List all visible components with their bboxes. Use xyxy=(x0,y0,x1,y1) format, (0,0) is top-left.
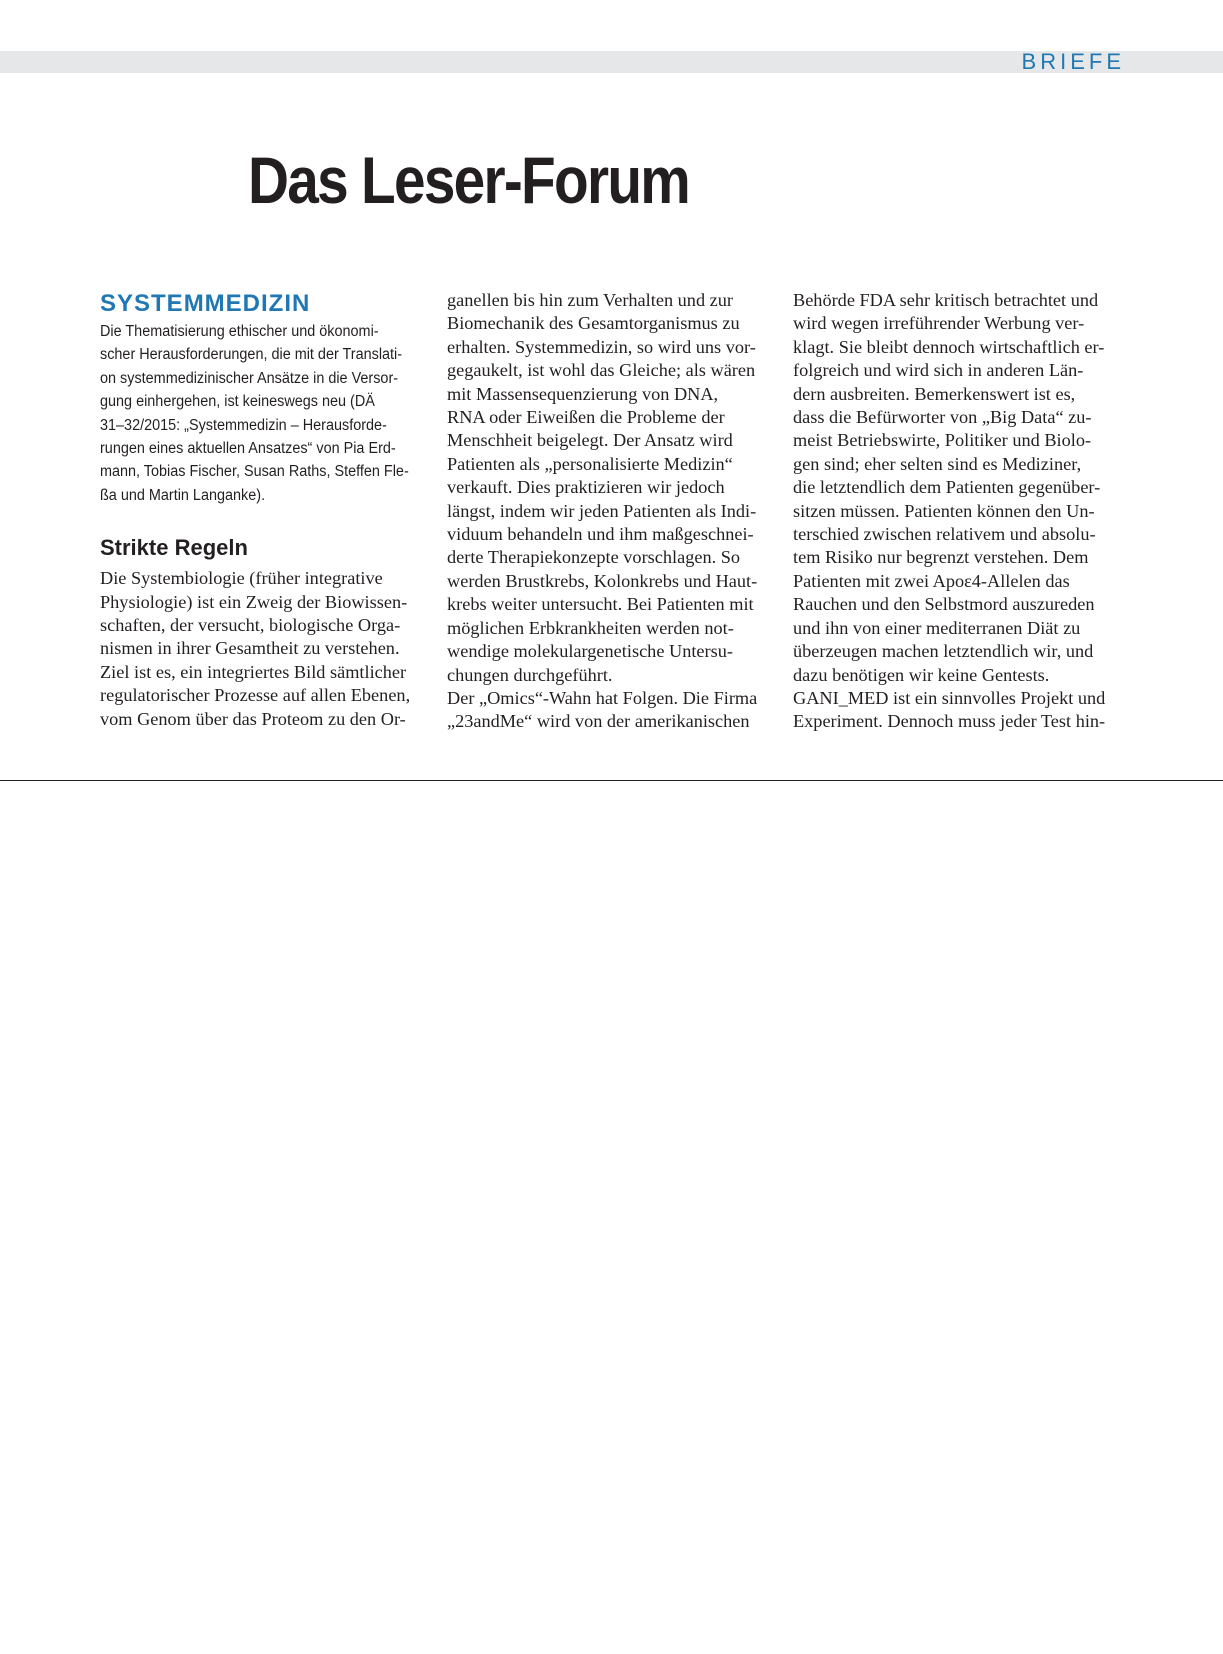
body-line: die letztendlich dem Patienten gegenüber- xyxy=(793,477,1101,498)
body-line: Die Systembiologie (früher integrative xyxy=(100,568,383,589)
body-line: vom Genom über das Proteom zu den Or- xyxy=(100,708,406,729)
body-line: gen sind; eher selten sind es Mediziner, xyxy=(793,453,1082,474)
body-line: werden Brustkrebs, Kolonkrebs und Haut- xyxy=(447,570,758,591)
body-line: verkauft. Dies praktizieren wir jedoch xyxy=(447,477,725,498)
body-line: dass die Befürworter von „Big Data“ zu- xyxy=(793,407,1092,428)
body-line: terschied zwischen relativem und absolu- xyxy=(793,524,1096,545)
intro-line: mann, Tobias Fischer, Susan Raths, Steffen Fle- xyxy=(100,463,409,481)
intro-line: on systemmedizinischer Ansätze in die Versor- xyxy=(100,369,399,387)
body-line: gegaukelt, ist wohl das Gleiche; als wären xyxy=(447,360,756,381)
body-line: mit Massensequenzierung von DNA, xyxy=(447,383,719,404)
body-line: dern ausbreiten. Bemerkenswert ist es, xyxy=(793,383,1076,404)
body-line: Patienten als „personalisierte Medizin“ xyxy=(447,453,733,474)
body-line: erhalten. Systemmedizin, so wird uns vor- xyxy=(447,336,756,357)
article-intro xyxy=(100,320,426,507)
section-label: BRIEFE xyxy=(1021,49,1125,74)
intro-line: ßa und Martin Langanke). xyxy=(100,486,266,504)
body-line: Patienten mit zwei Apoε4-Allelen das xyxy=(793,570,1070,591)
article-kicker: SYSTEMMEDIZIN xyxy=(100,290,311,317)
article-column-2 xyxy=(447,291,777,734)
body-line: GANI_MED ist ein sinnvolles Projekt und xyxy=(793,687,1106,708)
body-line: ganellen bis hin zum Verhalten und zur xyxy=(447,290,733,310)
body-line: chungen durchgeführt. xyxy=(447,664,613,685)
body-line: Physiologie) ist ein Zweig der Biowissen- xyxy=(100,591,408,612)
article-subhead: Strikte Regeln xyxy=(100,535,248,561)
body-line: derte Therapiekonzepte vorschlagen. So xyxy=(447,547,741,568)
bottom-divider xyxy=(0,780,1223,781)
body-line: Experiment. Dennoch muss jeder Test hin- xyxy=(793,711,1106,732)
body-line: regulatorischer Prozesse auf allen Ebenen, xyxy=(100,685,411,706)
body-text-col-2 xyxy=(447,289,777,734)
body-line: überzeugen machen letztendlich wir, und xyxy=(793,641,1094,662)
body-line: sitzen müssen. Patienten können den Un- xyxy=(793,500,1095,521)
body-line: möglichen Erbkrankheiten werden not- xyxy=(447,617,734,638)
body-text-col-3 xyxy=(793,289,1123,734)
body-line: meist Betriebswirte, Politiker und Biolo- xyxy=(793,430,1092,451)
body-line: klagt. Sie bleibt dennoch wirtschaftlich er- xyxy=(793,336,1105,357)
body-line: Der „Omics“-Wahn hat Folgen. Die Firma xyxy=(447,687,758,708)
body-text-col-1 xyxy=(100,567,430,731)
body-line: längst, indem wir jeden Patienten als Indi- xyxy=(447,500,757,521)
body-line: Rauchen und den Selbstmord auszureden xyxy=(793,594,1095,615)
body-line: und ihn von einer mediterranen Diät zu xyxy=(793,617,1081,638)
body-line: RNA oder Eiweißen die Probleme der xyxy=(447,407,725,428)
article-column-3 xyxy=(793,291,1123,734)
body-line: folgreich und wird sich in anderen Län- xyxy=(793,360,1084,381)
body-line: wendige molekulargenetische Untersu- xyxy=(447,641,733,662)
body-line: nismen in ihrer Gesamtheit zu verstehen. xyxy=(100,638,400,659)
intro-line: gung einhergehen, ist keineswegs neu (DÄ xyxy=(100,393,375,411)
body-line: „23andMe“ wird von der amerikanischen xyxy=(447,711,750,732)
body-line: krebs weiter untersucht. Bei Patienten mit xyxy=(447,594,754,615)
body-line: dazu benötigen wir keine Gentests. xyxy=(793,664,1050,685)
body-line: tem Risiko nur begrenzt verstehen. Dem xyxy=(793,547,1089,568)
body-line: wird wegen irreführender Werbung ver- xyxy=(793,313,1085,334)
intro-line: 31–32/2015: „Systemmedizin – Herausforde- xyxy=(100,416,387,434)
intro-line: rungen eines aktuellen Ansatzes“ von Pia Erd- xyxy=(100,440,396,458)
article-column-1 xyxy=(100,291,430,731)
body-line: Ziel ist es, ein integriertes Bild sämtlicher xyxy=(100,661,407,682)
body-line: schaften, der versucht, biologische Orga- xyxy=(100,615,401,636)
intro-line: scher Herausforderungen, die mit der Translati- xyxy=(100,346,403,364)
intro-line: Die Thematisierung ethischer und ökonomi- xyxy=(100,323,379,340)
body-line: Behörde FDA sehr kritisch betrachtet und xyxy=(793,290,1099,310)
body-line: viduum behandeln und ihm maßgeschnei- xyxy=(447,524,754,545)
body-line: Biomechanik des Gesamtorganismus zu xyxy=(447,313,740,334)
body-line: Menschheit beigelegt. Der Ansatz wird xyxy=(447,430,733,451)
page-title: Das Leser-Forum xyxy=(248,143,690,217)
